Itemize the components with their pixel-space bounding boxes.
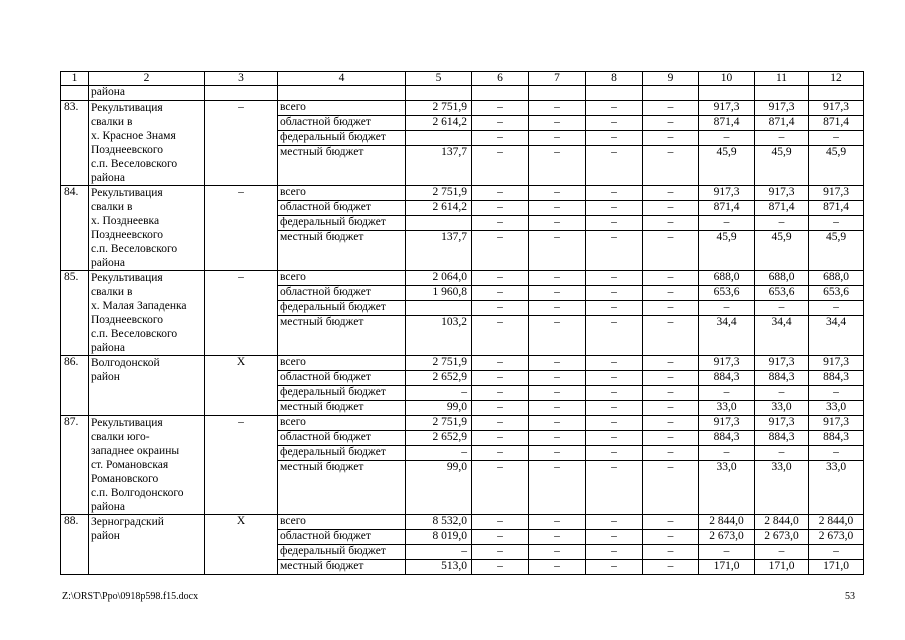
budget-total: 8 532,0 [406, 515, 472, 530]
year-value: 653,6 [809, 286, 864, 301]
item-name-line: ст. Романовская [91, 459, 169, 471]
year-value: – [586, 301, 643, 316]
item-name-line: района [91, 257, 126, 269]
year-value: 2 673,0 [699, 530, 755, 545]
column-number-row [61, 72, 864, 86]
item-number: 87. [61, 416, 89, 515]
year-value: – [586, 461, 643, 515]
year-value: – [472, 560, 529, 575]
item-name-line: свалки в [91, 286, 133, 298]
budget-total [406, 301, 472, 316]
budget-total: 513,0 [406, 560, 472, 575]
year-value: 653,6 [699, 286, 755, 301]
year-value: 917,3 [699, 101, 755, 116]
budget-label: федеральный бюджет [278, 131, 406, 146]
year-value: 33,0 [699, 461, 755, 515]
item-name-line: с.п. Волгодонского [91, 487, 184, 499]
year-value: – [472, 356, 529, 371]
cont-cell-no [61, 86, 89, 101]
year-value: 871,4 [699, 201, 755, 216]
column-number-10: 10 [699, 72, 755, 86]
item-name [89, 416, 205, 515]
year-value: 884,3 [699, 371, 755, 386]
budget-label: всего [278, 186, 406, 201]
budget-total: 8 019,0 [406, 530, 472, 545]
year-value: – [472, 416, 529, 431]
table-row [61, 416, 864, 431]
budget-label: областной бюджет [278, 116, 406, 131]
year-value: – [472, 101, 529, 116]
budget-total [406, 216, 472, 231]
budget-total: – [406, 386, 472, 401]
year-value: 884,3 [809, 431, 864, 446]
item-name-line: х. Малая Западенка [91, 300, 187, 312]
column-number-3: 3 [205, 72, 278, 86]
year-value: – [472, 371, 529, 386]
year-value: – [586, 371, 643, 386]
year-value: – [699, 216, 755, 231]
year-value: – [586, 201, 643, 216]
year-value: – [586, 545, 643, 560]
column-number-8: 8 [586, 72, 643, 86]
year-value: 917,3 [809, 356, 864, 371]
year-value: – [472, 461, 529, 515]
year-value: 871,4 [699, 116, 755, 131]
item-name-line: Рекультивация [91, 417, 163, 429]
item-mark: – [205, 186, 278, 271]
year-value: 917,3 [809, 416, 864, 431]
budget-total: 137,7 [406, 231, 472, 271]
year-value: 34,4 [755, 316, 809, 356]
item-number: 83. [61, 101, 89, 186]
item-name-line: свалки в [91, 201, 133, 213]
year-value: – [472, 286, 529, 301]
budget-label: федеральный бюджет [278, 545, 406, 560]
year-value: – [529, 545, 586, 560]
year-value: – [755, 301, 809, 316]
item-name [89, 271, 205, 356]
item-name-line: район [91, 371, 120, 383]
year-value: 33,0 [809, 401, 864, 416]
budget-label: всего [278, 271, 406, 286]
year-value: – [529, 271, 586, 286]
table-row [61, 271, 864, 286]
year-value: – [755, 386, 809, 401]
year-value: – [809, 131, 864, 146]
item-name-line: Рекультивация [91, 187, 163, 199]
item-name-line: Позднеевского [91, 144, 164, 156]
year-value: – [472, 301, 529, 316]
year-value: – [586, 446, 643, 461]
year-value: – [472, 186, 529, 201]
year-value: 917,3 [699, 186, 755, 201]
year-value: – [529, 101, 586, 116]
year-value: – [529, 186, 586, 201]
budget-total: 2 751,9 [406, 356, 472, 371]
budget-total: 99,0 [406, 461, 472, 515]
year-value: – [643, 131, 699, 146]
year-value: 2 844,0 [755, 515, 809, 530]
year-value: – [472, 131, 529, 146]
year-value: 33,0 [809, 461, 864, 515]
year-value: – [529, 431, 586, 446]
year-value: – [586, 515, 643, 530]
budget-total: 2 751,9 [406, 186, 472, 201]
budget-label: областной бюджет [278, 431, 406, 446]
budget-label: федеральный бюджет [278, 386, 406, 401]
year-value: – [529, 386, 586, 401]
year-value: 917,3 [755, 356, 809, 371]
column-number-6: 6 [472, 72, 529, 86]
year-value: 871,4 [809, 201, 864, 216]
year-value: – [643, 461, 699, 515]
year-value: – [472, 116, 529, 131]
year-value: – [472, 515, 529, 530]
year-value: 917,3 [755, 101, 809, 116]
year-value: – [529, 530, 586, 545]
item-name-line: западнее окраины [91, 445, 180, 457]
budget-total: – [406, 545, 472, 560]
year-value: 33,0 [699, 401, 755, 416]
year-value: – [586, 416, 643, 431]
year-value: 871,4 [755, 201, 809, 216]
page-number: 53 [845, 591, 855, 602]
year-value: 917,3 [809, 186, 864, 201]
year-value: – [643, 286, 699, 301]
year-value: – [643, 431, 699, 446]
budget-total: 137,7 [406, 146, 472, 186]
year-value: – [643, 386, 699, 401]
item-mark: Х [205, 356, 278, 416]
year-value: – [755, 545, 809, 560]
item-name-line: х. Красное Знамя [91, 130, 176, 142]
budget-total: 2 652,9 [406, 431, 472, 446]
item-name-line: Рекультивация [91, 102, 163, 114]
year-value: 33,0 [755, 461, 809, 515]
year-value: 34,4 [809, 316, 864, 356]
year-value: 917,3 [755, 416, 809, 431]
year-value: 33,0 [755, 401, 809, 416]
year-value: 45,9 [699, 146, 755, 186]
budget-total: 2 751,9 [406, 101, 472, 116]
year-value: – [586, 401, 643, 416]
table-body [61, 86, 864, 575]
year-value: – [472, 545, 529, 560]
year-value: – [586, 286, 643, 301]
year-value: 45,9 [755, 231, 809, 271]
column-number-4: 4 [278, 72, 406, 86]
year-value: – [472, 216, 529, 231]
year-value: – [586, 560, 643, 575]
year-value: 917,3 [699, 356, 755, 371]
column-number-11: 11 [755, 72, 809, 86]
item-name-line: Зерноградский [91, 516, 164, 528]
continuation-row [61, 86, 864, 101]
year-value: – [529, 515, 586, 530]
budget-total: – [406, 446, 472, 461]
year-value: 688,0 [699, 271, 755, 286]
item-name-line: свалки в [91, 116, 133, 128]
table-row [61, 356, 864, 371]
year-value: – [643, 545, 699, 560]
item-number: 88. [61, 515, 89, 575]
budget-label: федеральный бюджет [278, 301, 406, 316]
column-number-1: 1 [61, 72, 89, 86]
item-name-line: свалки юго- [91, 431, 150, 443]
item-number: 85. [61, 271, 89, 356]
item-name-line: район [91, 530, 120, 542]
year-value: – [643, 231, 699, 271]
column-number-5: 5 [406, 72, 472, 86]
budget-total: 99,0 [406, 401, 472, 416]
cont-cell-name: района [89, 86, 205, 101]
year-value: – [643, 371, 699, 386]
item-name-line: с.п. Веселовского [91, 158, 178, 170]
item-mark: – [205, 101, 278, 186]
year-value: – [529, 131, 586, 146]
year-value: 871,4 [809, 116, 864, 131]
year-value: – [586, 431, 643, 446]
year-value: – [586, 530, 643, 545]
budget-total [406, 131, 472, 146]
footer-file-path: Z:\ORST\Ppo\0918p598.f15.docx [62, 591, 199, 602]
year-value: – [643, 401, 699, 416]
year-value: – [529, 231, 586, 271]
year-value: 171,0 [699, 560, 755, 575]
budget-label: местный бюджет [278, 146, 406, 186]
year-value: 884,3 [699, 431, 755, 446]
year-value: – [472, 201, 529, 216]
item-name-line: х. Позднеевка [91, 215, 160, 227]
budget-label: всего [278, 101, 406, 116]
year-value: 45,9 [755, 146, 809, 186]
year-value: – [586, 216, 643, 231]
year-value: – [643, 356, 699, 371]
budget-label: областной бюджет [278, 371, 406, 386]
year-value: – [529, 116, 586, 131]
item-name-line: с.п. Веселовского [91, 243, 178, 255]
item-name-line: района [91, 501, 126, 513]
column-number-2: 2 [89, 72, 205, 86]
item-name [89, 356, 205, 416]
year-value: – [586, 101, 643, 116]
year-value: – [643, 101, 699, 116]
year-value: 917,3 [699, 416, 755, 431]
item-name-line: Волгодонской [91, 357, 160, 369]
year-value: – [809, 386, 864, 401]
year-value: – [586, 356, 643, 371]
year-value: – [643, 301, 699, 316]
year-value: – [643, 416, 699, 431]
year-value: 171,0 [755, 560, 809, 575]
year-value: 917,3 [809, 101, 864, 116]
budget-label: федеральный бюджет [278, 216, 406, 231]
year-value: – [472, 386, 529, 401]
year-value: – [472, 401, 529, 416]
year-value: – [699, 446, 755, 461]
budget-total: 2 614,2 [406, 116, 472, 131]
budget-label: всего [278, 356, 406, 371]
budget-total: 2 751,9 [406, 416, 472, 431]
budget-label: областной бюджет [278, 201, 406, 216]
year-value: – [699, 131, 755, 146]
year-value: – [755, 446, 809, 461]
year-value: – [643, 201, 699, 216]
year-value: – [529, 356, 586, 371]
year-value: – [755, 216, 809, 231]
item-name-line: Позднеевского [91, 314, 164, 326]
year-value: 688,0 [755, 271, 809, 286]
item-name-line: Рекультивация [91, 272, 163, 284]
year-value: – [472, 446, 529, 461]
budget-label: местный бюджет [278, 316, 406, 356]
year-value: – [529, 146, 586, 186]
budget-total: 2 652,9 [406, 371, 472, 386]
year-value: 884,3 [755, 371, 809, 386]
year-value: – [472, 231, 529, 271]
year-value: – [529, 560, 586, 575]
year-value: 688,0 [809, 271, 864, 286]
year-value: – [699, 301, 755, 316]
budget-label: федеральный бюджет [278, 446, 406, 461]
item-name-line: района [91, 342, 126, 354]
budget-label: областной бюджет [278, 286, 406, 301]
year-value: – [643, 515, 699, 530]
item-mark: – [205, 271, 278, 356]
year-value: – [809, 301, 864, 316]
year-value: 45,9 [809, 231, 864, 271]
year-value: – [809, 216, 864, 231]
year-value: – [529, 371, 586, 386]
budget-table [60, 71, 864, 575]
column-number-12: 12 [809, 72, 864, 86]
year-value: – [472, 271, 529, 286]
year-value: – [586, 271, 643, 286]
budget-label: всего [278, 515, 406, 530]
budget-total: 2 064,0 [406, 271, 472, 286]
year-value: – [472, 146, 529, 186]
year-value: 653,6 [755, 286, 809, 301]
year-value: – [643, 216, 699, 231]
year-value: – [755, 131, 809, 146]
item-number: 86. [61, 356, 89, 416]
year-value: – [529, 401, 586, 416]
item-name [89, 101, 205, 186]
year-value: – [529, 416, 586, 431]
table-row [61, 515, 864, 530]
year-value: – [643, 560, 699, 575]
year-value: 871,4 [755, 116, 809, 131]
budget-label: местный бюджет [278, 401, 406, 416]
year-value: – [472, 316, 529, 356]
budget-label: всего [278, 416, 406, 431]
year-value: – [809, 446, 864, 461]
year-value: – [586, 116, 643, 131]
year-value: 2 673,0 [809, 530, 864, 545]
budget-total: 1 960,8 [406, 286, 472, 301]
table-row [61, 186, 864, 201]
column-number-9: 9 [643, 72, 699, 86]
year-value: 2 844,0 [809, 515, 864, 530]
year-value: – [586, 316, 643, 356]
year-value: – [643, 316, 699, 356]
year-value: – [586, 131, 643, 146]
budget-total: 103,2 [406, 316, 472, 356]
item-name-line: Позднеевского [91, 229, 164, 241]
year-value: – [472, 431, 529, 446]
budget-total: 2 614,2 [406, 201, 472, 216]
year-value: – [643, 271, 699, 286]
year-value: – [643, 116, 699, 131]
year-value: – [529, 461, 586, 515]
budget-label: местный бюджет [278, 231, 406, 271]
year-value: 917,3 [755, 186, 809, 201]
year-value: – [643, 530, 699, 545]
item-number: 84. [61, 186, 89, 271]
year-value: 2 673,0 [755, 530, 809, 545]
year-value: – [529, 286, 586, 301]
budget-label: местный бюджет [278, 461, 406, 515]
year-value: – [529, 446, 586, 461]
budget-label: областной бюджет [278, 530, 406, 545]
year-value: – [643, 186, 699, 201]
column-number-7: 7 [529, 72, 586, 86]
item-mark: – [205, 416, 278, 515]
year-value: 45,9 [809, 146, 864, 186]
year-value: 34,4 [699, 316, 755, 356]
item-name-line: с.п. Веселовского [91, 328, 178, 340]
year-value: 45,9 [699, 231, 755, 271]
year-value: – [643, 446, 699, 461]
year-value: – [586, 231, 643, 271]
year-value: – [472, 530, 529, 545]
year-value: 2 844,0 [699, 515, 755, 530]
year-value: 171,0 [809, 560, 864, 575]
year-value: – [529, 301, 586, 316]
item-mark: Х [205, 515, 278, 575]
year-value: – [809, 545, 864, 560]
year-value: – [586, 146, 643, 186]
year-value: – [643, 146, 699, 186]
year-value: – [699, 545, 755, 560]
item-name-line: района [91, 172, 126, 184]
year-value: – [529, 316, 586, 356]
year-value: 884,3 [809, 371, 864, 386]
budget-label: местный бюджет [278, 560, 406, 575]
item-name [89, 186, 205, 271]
item-name [89, 515, 205, 575]
year-value: – [699, 386, 755, 401]
year-value: 884,3 [755, 431, 809, 446]
year-value: – [529, 201, 586, 216]
year-value: – [586, 186, 643, 201]
item-name-line: Романовского [91, 473, 159, 485]
table-row [61, 101, 864, 116]
year-value: – [529, 216, 586, 231]
year-value: – [586, 386, 643, 401]
